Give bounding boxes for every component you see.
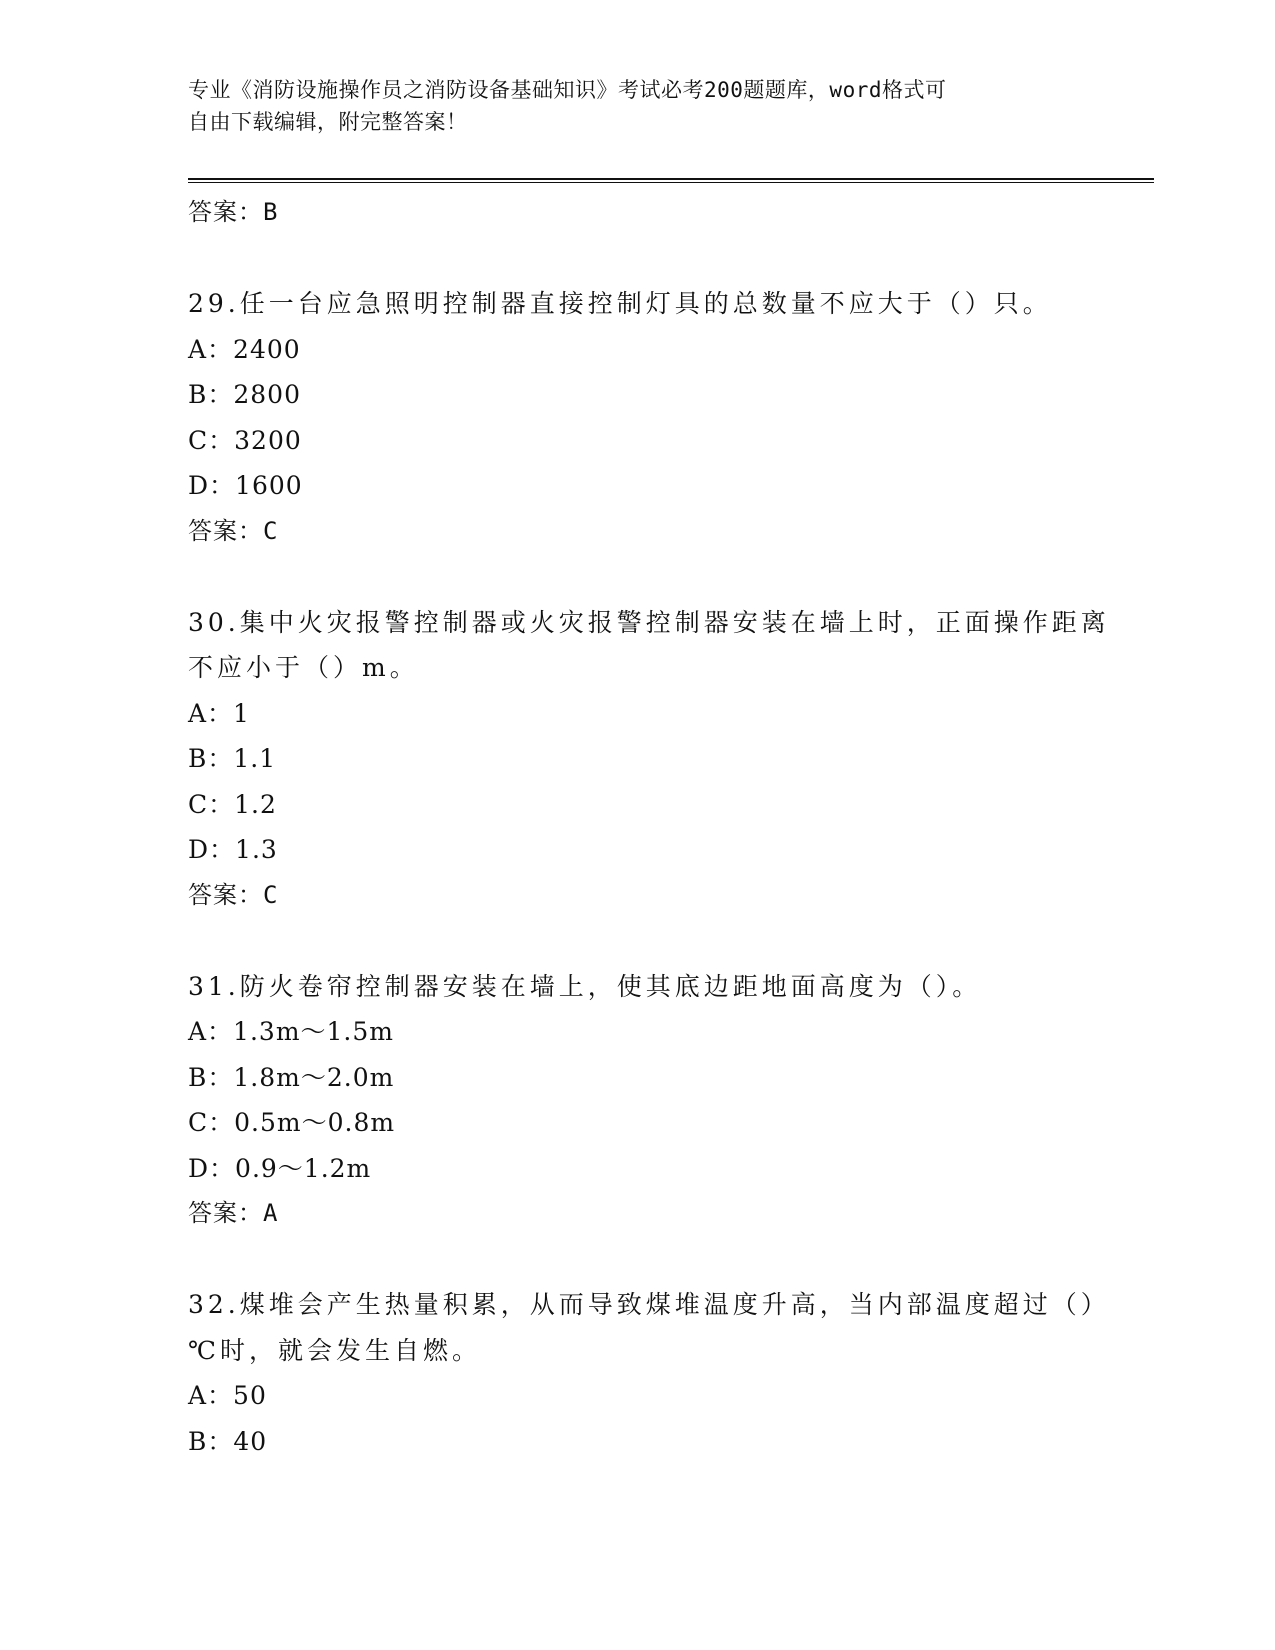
option-a: A：2400 [188, 334, 301, 364]
question-text: 29.任一台应急照明控制器直接控制灯具的总数量不应大于（）只。 [188, 289, 1052, 318]
option-a: A：1.3m～1.5m [188, 1017, 394, 1046]
option-c: C：1.2 [188, 789, 277, 819]
answer-line: 答案：C [188, 516, 279, 545]
option-a: A：1 [188, 698, 250, 728]
question-30 [188, 600, 1118, 917]
question-32 [188, 1282, 1118, 1464]
answer-line: 答案：C [188, 880, 279, 909]
option-d: D：1.3 [188, 835, 278, 864]
option-d: D：1600 [188, 471, 303, 500]
option-b: B：1.1 [188, 744, 277, 773]
option-d: D：0.9～1.2m [188, 1153, 372, 1183]
question-text: 31.防火卷帘控制器安装在墙上，使其底边距地面高度为（）。 [188, 971, 982, 1001]
option-b: B：2800 [188, 380, 301, 409]
question-text: 30.集中火灾报警控制器或火灾报警控制器安装在墙上时，正面操作距离不应小于（）m。 [188, 607, 1110, 682]
question-text: 32.煤堆会产生热量积累，从而导致煤堆温度升高，当内部温度超过（）℃时，就会发生自燃。 [188, 1290, 1110, 1365]
question-list [188, 190, 1118, 1464]
option-b: B：40 [188, 1426, 268, 1456]
header-line-1: 专业《消防设施操作员之消防设备基础知识》考试必考200题题库，word格式可 [188, 78, 947, 102]
header-line-2: 自由下载编辑，附完整答案！ [188, 110, 468, 134]
option-c: C：3200 [188, 425, 302, 455]
question-29 [188, 281, 1118, 553]
option-c: C：0.5m～0.8m [188, 1108, 396, 1137]
document-header [188, 74, 1088, 138]
header-rule-thick [188, 178, 1154, 180]
question-31 [188, 964, 1118, 1236]
option-a: A：50 [188, 1381, 267, 1410]
header-rule-thin [188, 182, 1154, 183]
option-b: B：1.8m～2.0m [188, 1062, 395, 1092]
answer-line-previous: 答案：B [188, 198, 279, 226]
answer-line: 答案：A [188, 1199, 279, 1227]
